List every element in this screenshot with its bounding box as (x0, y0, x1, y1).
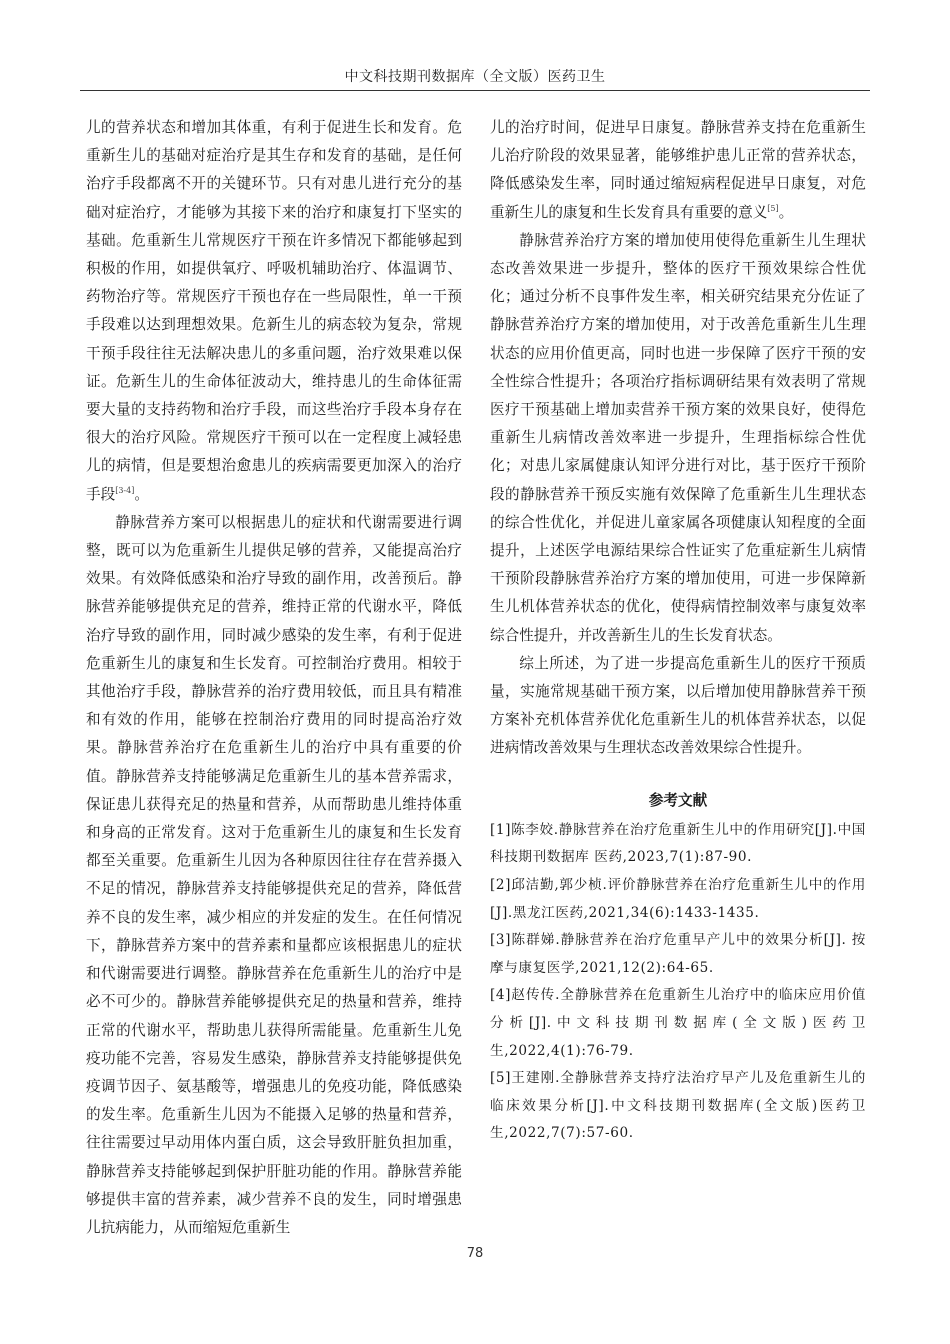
left-column (86, 114, 462, 1242)
page-number: 78 (466, 1246, 484, 1261)
reference-item: [5]王建刚.全静脉营养支持疗法治疗早产儿及危重新生儿的临床效果分析[J].中文科技期刊数据库(全文版)医药卫生,2022,7(7):57-60. (490, 1070, 866, 1142)
right-paragraph-1-end: 。 (778, 203, 794, 221)
reference-item: [1]陈李姣.静脉营养在治疗危重新生儿中的作用研究[J].中国科技期刊数据库 医药,2023,7(1):87-90. (490, 821, 866, 866)
left-paragraph-2: 静脉营养方案可以根据患儿的症状和代谢需要进行调整，既可以为危重新生儿提供足够的营养，又能提高治疗效果。有效降低感染和治疗导致的副作用，改善预后。静脉营养能够提供充足的营养，维持正常的代谢水平，降低治疗导致的副作用，同时减少感染的发生率，有利于促进危重新生儿的康复和生长发育。可控制治疗费用。相较于其他治疗手段，静脉营养的治疗费用较低，而且具有精准和有效的作用，能够在控制治疗费用的同时提高治疗效果。静脉营养治疗在危重新生儿的治疗中具有重要的价值。静脉营养支持能够满足危重新生儿的基本营养需求，保证患儿获得充足的热量和营养，从而帮助患儿维持体重和身高的正常发育。这对于危重新生儿的康复和生长发育都至关重要。危重新生儿因为各种原因往往存在营养摄入不足的情况，静脉营养支持能够提供充足的营养，降低营养不良的发生率，减少相应的并发症的发生。在任何情况下，静脉营养方案中的营养素和量都应该根据患儿的症状和代谢需要进行调整。静脉营养在危重新生儿的治疗中是必不可少的。静脉营养能够提供充足的热量和营养，维持正常的代谢水平，帮助患儿获得所需能量。危重新生儿免疫功能不完善，容易发生感染，静脉营养支持能够提供免疫调节因子、氨基酸等，增强患儿的免疫功能，降低感染的发生率。危重新生儿因为不能摄入足够的热量和营养，往往需要过早动用体内蛋白质，这会导致肝脏负担加重，静脉营养支持能够起到保护肝脏功能的作用。静脉营养能够提供丰富的营养素，减少营养不良的发生，同时增强患儿抗病能力，从而缩短危重新生 (86, 513, 462, 1236)
right-paragraph-1 (490, 114, 866, 227)
left-paragraph-1-text: 儿的营养状态和增加其体重，有利于促进生长和发育。危重新生儿的基础对症治疗是其生存和发育的基础，是任何治疗手段都离不开的关键环节。只有对患儿进行充分的基础对症治疗，才能够为其接下来的治疗和康复打下坚实的基础。危重新生儿常规医疗干预在许多情况下都能够起到积极的作用，如提供氧疗、呼吸机辅助治疗、体温调节、药物治疗等。常规医疗干预也存在一些局限性，单一干预手段难以达到理想效果。危新生儿的病态较为复杂，常规干预手段往往无法解决患儿的多重问题，治疗效果难以保证。危新生儿的生命体征波动大，维持患儿的生命体征需要大量的支持药物和治疗手段，而这些治疗手段本身存在很大的治疗风险。常规医疗干预可以在一定程度上减轻患儿的病情，但是要想治愈患儿的疾病需要更加深入的治疗手段 (86, 119, 462, 503)
right-paragraph-2: 静脉营养治疗方案的增加使用使得危重新生儿生理状态改善效果进一步提升，整体的医疗干预效果综合性优化；通过分析不良事件发生率，相关研究结果充分佐证了静脉营养治疗方案的增加使用，对于改善危重新生儿生理状态的应用价值更高，同时也进一步保障了医疗干预的安全性综合性提升；各项治疗指标调研结果有效表明了常规医疗干预基础上增加卖营养干预方案的效果良好，使得危重新生儿病情改善效率进一步提升，生理指标综合性优化；对患儿家属健康认知评分进行对比，基于医疗干预阶段的静脉营养干预反实施有效保障了危重新生儿生理状态的综合性优化，并促进儿童家属各项健康认知程度的全面提升，上述医学电源结果综合性证实了危重症新生儿病情干预阶段静脉营养治疗方案的增加使用，可进一步保障新生儿机体营养状态的优化，使得病情控制效率与康复效率综合性提升，并改善新生儿的生长发育状态。 (490, 231, 866, 644)
right-column (490, 114, 866, 1148)
running-header: 中文科技期刊数据库（全文版）医药卫生 (344, 69, 606, 85)
reference-item: [4]赵传传.全静脉营养在危重新生儿治疗中的临床应用价值分析[J].中文科技期刊数据库(全文版)医药卫生,2022,4(1):76-79. (490, 987, 866, 1059)
reference-item: [2]邱洁勤,郭少桢.评价静脉营养在治疗危重新生儿中的作用[J].黑龙江医药,2021,34(6):1433-1435. (490, 877, 866, 921)
reference-item: [3]陈群娣.静脉营养在治疗危重早产儿中的效果分析[J]. 按摩与康复医学,2021,12(2):64-65. (490, 932, 866, 976)
left-paragraph-1-end: 。 (134, 485, 149, 503)
header-divider (80, 90, 870, 91)
right-paragraph-3: 综上所述，为了进一步提高危重新生儿的医疗干预质量，实施常规基础干预方案，以后增加使用静脉营养干预方案补充机体营养优化危重新生儿的机体营养状态，以促进病情改善效果与生理状态改善效果综合性提升。 (490, 654, 866, 757)
citation-3-4: [3-4] (115, 485, 135, 495)
right-paragraph-1-text: 儿的治疗时间，促进早日康复。静脉营养支持在危重新生儿治疗阶段的效果显著，能够维护患儿正常的营养状态，降低感染发生率，同时通过缩短病程促进早日康复，对危重新生儿的康复和生长发育具有重要的意义 (490, 119, 866, 221)
references-title: 参考文献 (648, 791, 708, 809)
left-paragraph-1 (86, 114, 462, 509)
citation-5: [5] (767, 203, 779, 213)
